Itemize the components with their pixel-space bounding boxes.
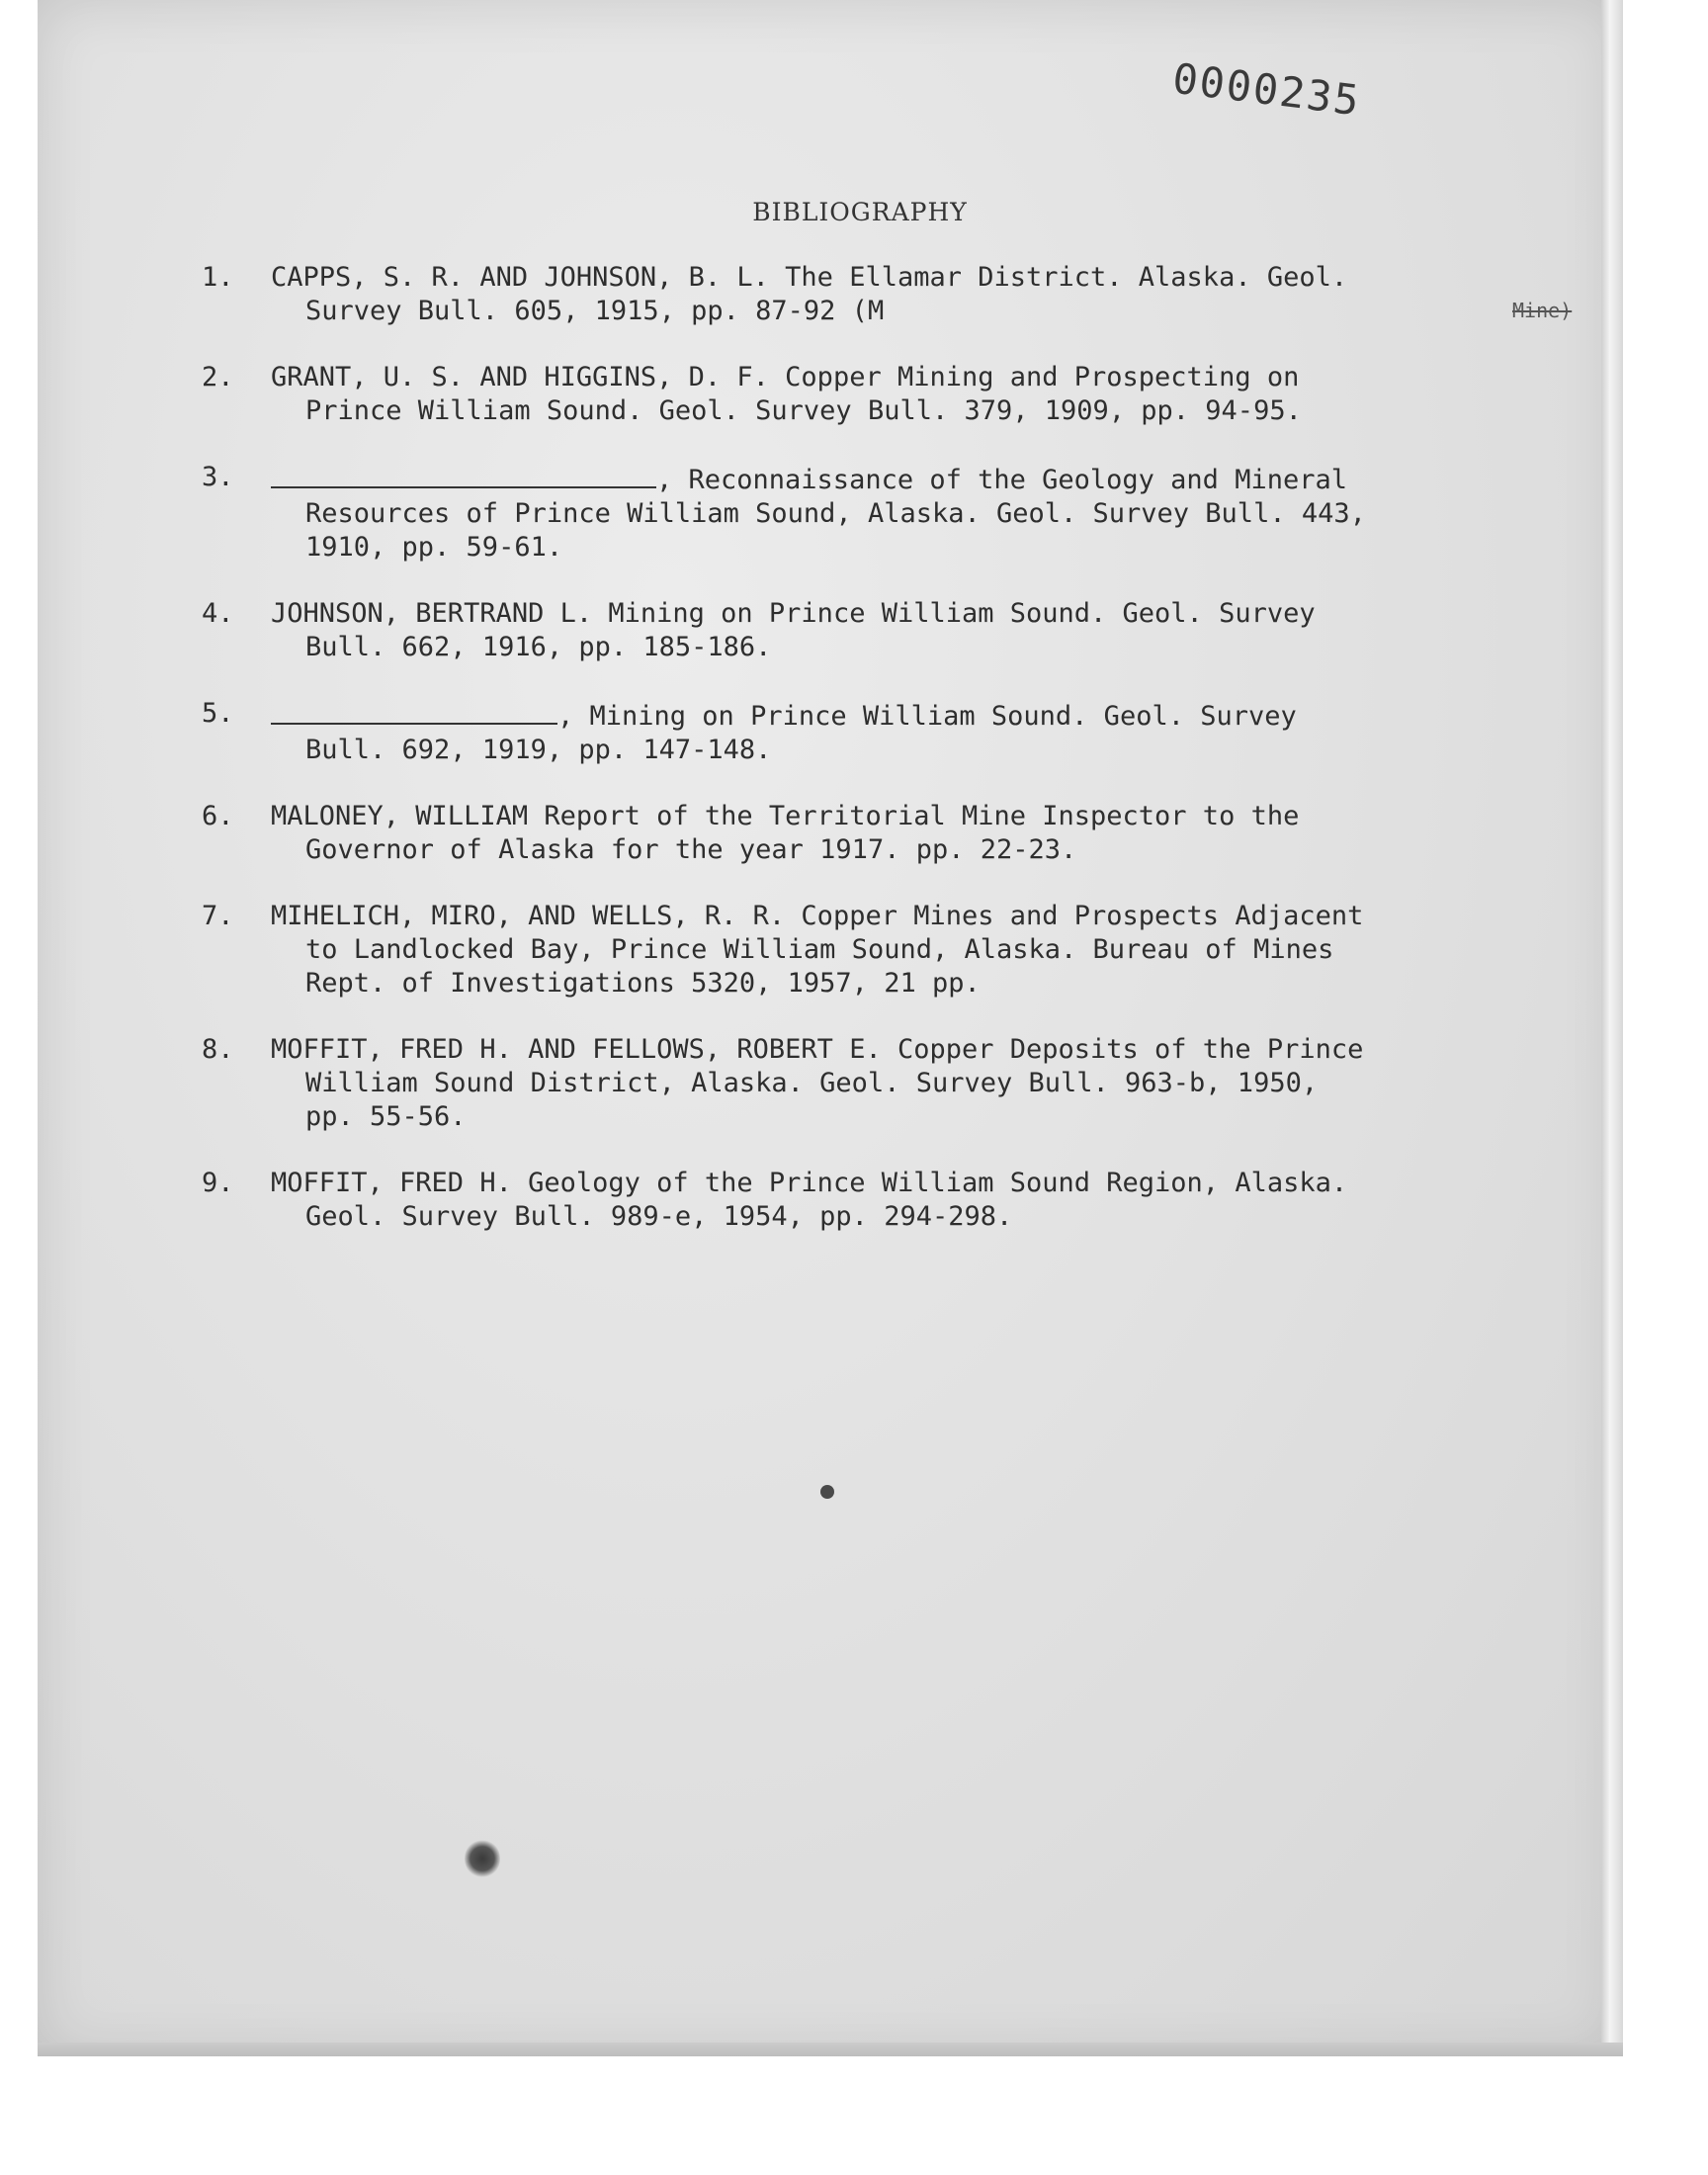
bibliography-entry <box>202 461 1487 565</box>
entry-line: Rept. of Investigations 5320, 1957, 21 pp. <box>305 968 981 999</box>
bibliography-entry <box>202 1167 1487 1234</box>
entry-number: 8. <box>202 1034 234 1065</box>
entry-line: pp. 55-56. <box>305 1101 467 1132</box>
page-title: BIBLIOGRAPHY <box>752 198 968 226</box>
bibliography-entry <box>202 261 1487 328</box>
ditto-rule <box>271 697 557 725</box>
entry-line: Bull. 692, 1919, pp. 147-148. <box>305 735 772 765</box>
margin-note: Mine) <box>1512 299 1573 322</box>
entry-number: 2. <box>202 362 234 392</box>
entry-line: , Mining on Prince William Sound. Geol. Survey <box>557 701 1297 732</box>
entry-number: 1. <box>202 262 234 293</box>
ink-smudge <box>465 1839 500 1878</box>
entry-line: Bull. 662, 1916, pp. 185-186. <box>305 632 772 662</box>
entry-line: MOFFIT, FRED H. Geology of the Prince William Sound Region, Alaska. <box>271 1168 1348 1198</box>
bibliography-entry <box>202 697 1487 767</box>
document-number-stamp: 0000235 <box>1169 53 1364 126</box>
entry-line: Survey Bull. 605, 1915, pp. 87-92 (M <box>305 296 885 326</box>
entry-line: GRANT, U. S. AND HIGGINS, D. F. Copper Mining and Prospecting on <box>271 362 1300 392</box>
entry-line: Prince William Sound. Geol. Survey Bull. 379, 1909, pp. 94-95. <box>305 395 1302 426</box>
entry-number: 3. <box>202 462 234 492</box>
entry-line: to Landlocked Bay, Prince William Sound, Alaska. Bureau of Mines <box>305 934 1334 965</box>
bibliography-entry <box>202 800 1487 867</box>
entry-number: 4. <box>202 598 234 629</box>
page-edge <box>1601 0 1623 2056</box>
bibliography-entry <box>202 361 1487 428</box>
ditto-rule <box>271 461 656 488</box>
entry-number: 7. <box>202 901 234 931</box>
entry-line: 1910, pp. 59-61. <box>305 532 563 563</box>
entry-line: MALONEY, WILLIAM Report of the Territorial Mine Inspector to the <box>271 801 1300 831</box>
entry-line: William Sound District, Alaska. Geol. Survey Bull. 963-b, 1950, <box>305 1068 1319 1098</box>
entry-line: MOFFIT, FRED H. AND FELLOWS, ROBERT E. Copper Deposits of the Prince <box>271 1034 1364 1065</box>
entry-number: 5. <box>202 698 234 729</box>
entry-number: 6. <box>202 801 234 831</box>
entry-line: Geol. Survey Bull. 989-e, 1954, pp. 294-298. <box>305 1201 1013 1232</box>
bibliography-entry <box>202 597 1487 664</box>
page-bottom-edge <box>38 2043 1623 2056</box>
bibliography-entry <box>202 1033 1487 1134</box>
entry-line: , Reconnaissance of the Geology and Mineral <box>656 465 1347 495</box>
bibliography-entry <box>202 900 1487 1000</box>
bibliography-list <box>202 261 1487 1266</box>
entry-line: CAPPS, S. R. AND JOHNSON, B. L. The Ellamar District. Alaska. Geol. <box>271 262 1348 293</box>
entry-line: JOHNSON, BERTRAND L. Mining on Prince William Sound. Geol. Survey <box>271 598 1316 629</box>
entry-line: MIHELICH, MIRO, AND WELLS, R. R. Copper Mines and Prospects Adjacent <box>271 901 1364 931</box>
entry-line: Resources of Prince William Sound, Alaska. Geol. Survey Bull. 443, <box>305 498 1366 529</box>
entry-number: 9. <box>202 1168 234 1198</box>
ink-dot <box>820 1485 834 1499</box>
entry-line: Governor of Alaska for the year 1917. pp. 22-23. <box>305 834 1077 865</box>
